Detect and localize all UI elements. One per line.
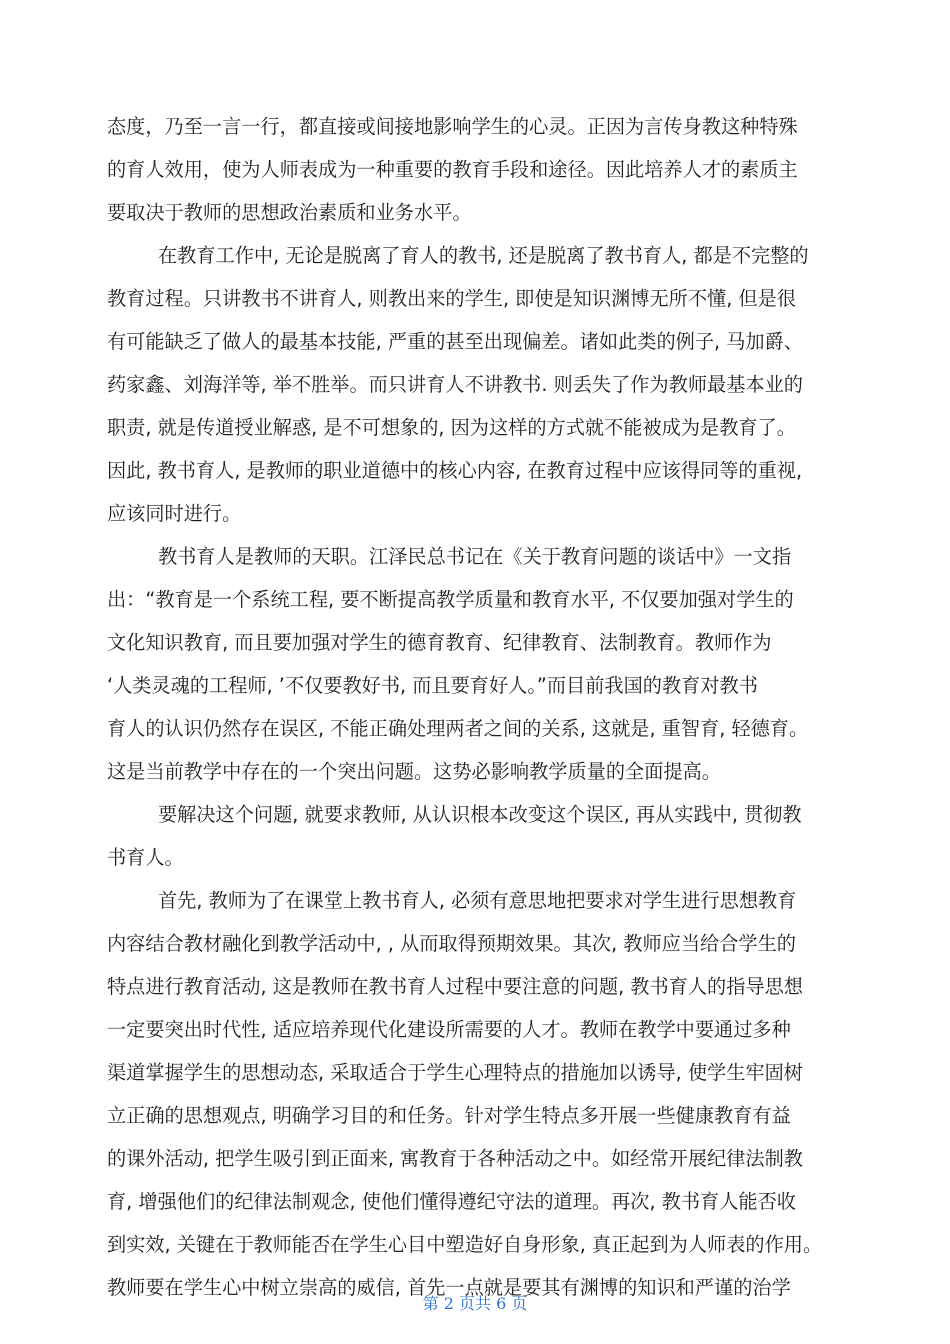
text-line: 书育人。 <box>107 846 184 869</box>
text-line: 的育人效用，使为人师表成为一种重要的教育手段和途径。因此培养人才的素质主 <box>107 158 798 181</box>
text-line: 的课外活动, 把学生吸引到正面来, 寓教育于各种活动之中。如经常开展纪律法制教 <box>107 1147 803 1170</box>
text-line: 教育过程。只讲教书不讲育人, 则教出来的学生, 即使是知识渊博无所不懂, 但是很 <box>107 287 796 310</box>
text-line: 要解决这个问题, 就要求教师, 从认识根本改变这个误区, 再从实践中, 贯彻教 <box>158 803 802 826</box>
text-line: 渠道掌握学生的思想动态, 采取适合于学生心理特点的措施加以诱导, 使学生牢固树 <box>107 1061 803 1084</box>
text-line: 育人的认识仍然存在误区, 不能正确处理两者之间的关系, 这就是, 重智育, 轻德育。 <box>107 717 809 740</box>
text-line: 内容结合教材融化到教学活动中, , 从而取得预期效果。其次, 教师应当给合学生的 <box>107 932 796 955</box>
text-line: 有可能缺乏了做人的最基本技能, 严重的甚至出现偏差。诸如此类的例子, 马加爵、 <box>107 330 803 353</box>
text-line: 教师要在学生心中树立崇高的威信, 首先一点就是要其有渊博的知识和严谨的治学 <box>107 1276 791 1299</box>
text-line: 态度，乃至一言一行，都直接或间接地影响学生的心灵。正因为言传身教这种特殊 <box>107 115 798 138</box>
text-line: 在教育工作中, 无论是脱离了育人的教书, 还是脱离了教书育人, 都是不完整的 <box>158 244 809 267</box>
text-line: ‘人类灵魂的工程师, ’不仅要教好书, 而且要育好人。”而目前我国的教育对教书 <box>107 674 758 697</box>
text-line: 到实效, 关键在于教师能否在学生心目中塑造好自身形象, 真正起到为人师表的作用。 <box>107 1233 823 1256</box>
text-line: 文化知识教育, 而且要加强对学生的德育教育、纪律教育、法制教育。教师作为 <box>107 631 772 654</box>
text-line: 出：“教育是一个系统工程, 要不断提高教学质量和教育水平, 不仅要加强对学生的 <box>107 588 794 611</box>
text-line: 特点进行教育活动, 这是教师在教书育人过程中要注意的问题, 教书育人的指导思想 <box>107 975 803 998</box>
text-line: 应该同时进行。 <box>107 502 242 525</box>
text-line: 育, 增强他们的纪律法制观念, 使他们懂得遵纪守法的道理。再次, 教书育人能否收 <box>107 1190 796 1213</box>
text-line: 这是当前教学中存在的一个突出问题。这势必影响教学质量的全面提高。 <box>107 760 721 783</box>
text-line: 立正确的思想观点, 明确学习目的和任务。针对学生特点多开展一些健康教育有益 <box>107 1104 791 1127</box>
text-line: 因此, 教书育人, 是教师的职业道德中的核心内容, 在教育过程中应该得同等的重视, <box>107 459 803 482</box>
text-line: 首先, 教师为了在课堂上教书育人, 必须有意思地把要求对学生进行思想教育 <box>158 889 797 912</box>
text-line: 职责, 就是传道授业解惑, 是不可想象的, 因为这样的方式就不能被成为是教育了。 <box>107 416 796 439</box>
page-number-footer: 第 2 页共 6 页 <box>422 1294 528 1313</box>
text-line: 要取决于教师的思想政治素质和业务水平。 <box>107 201 472 224</box>
text-line: 药家鑫、刘海洋等, 举不胜举。而只讲育人不讲教书. 则丢失了作为教师最基本业的 <box>107 373 803 396</box>
text-line: 教书育人是教师的天职。江泽民总书记在《关于教育问题的谈话中》一文指 <box>158 545 792 568</box>
text-line: 一定要突出时代性, 适应培养现代化建设所需要的人才。教师在教学中要通过多种 <box>107 1018 791 1041</box>
